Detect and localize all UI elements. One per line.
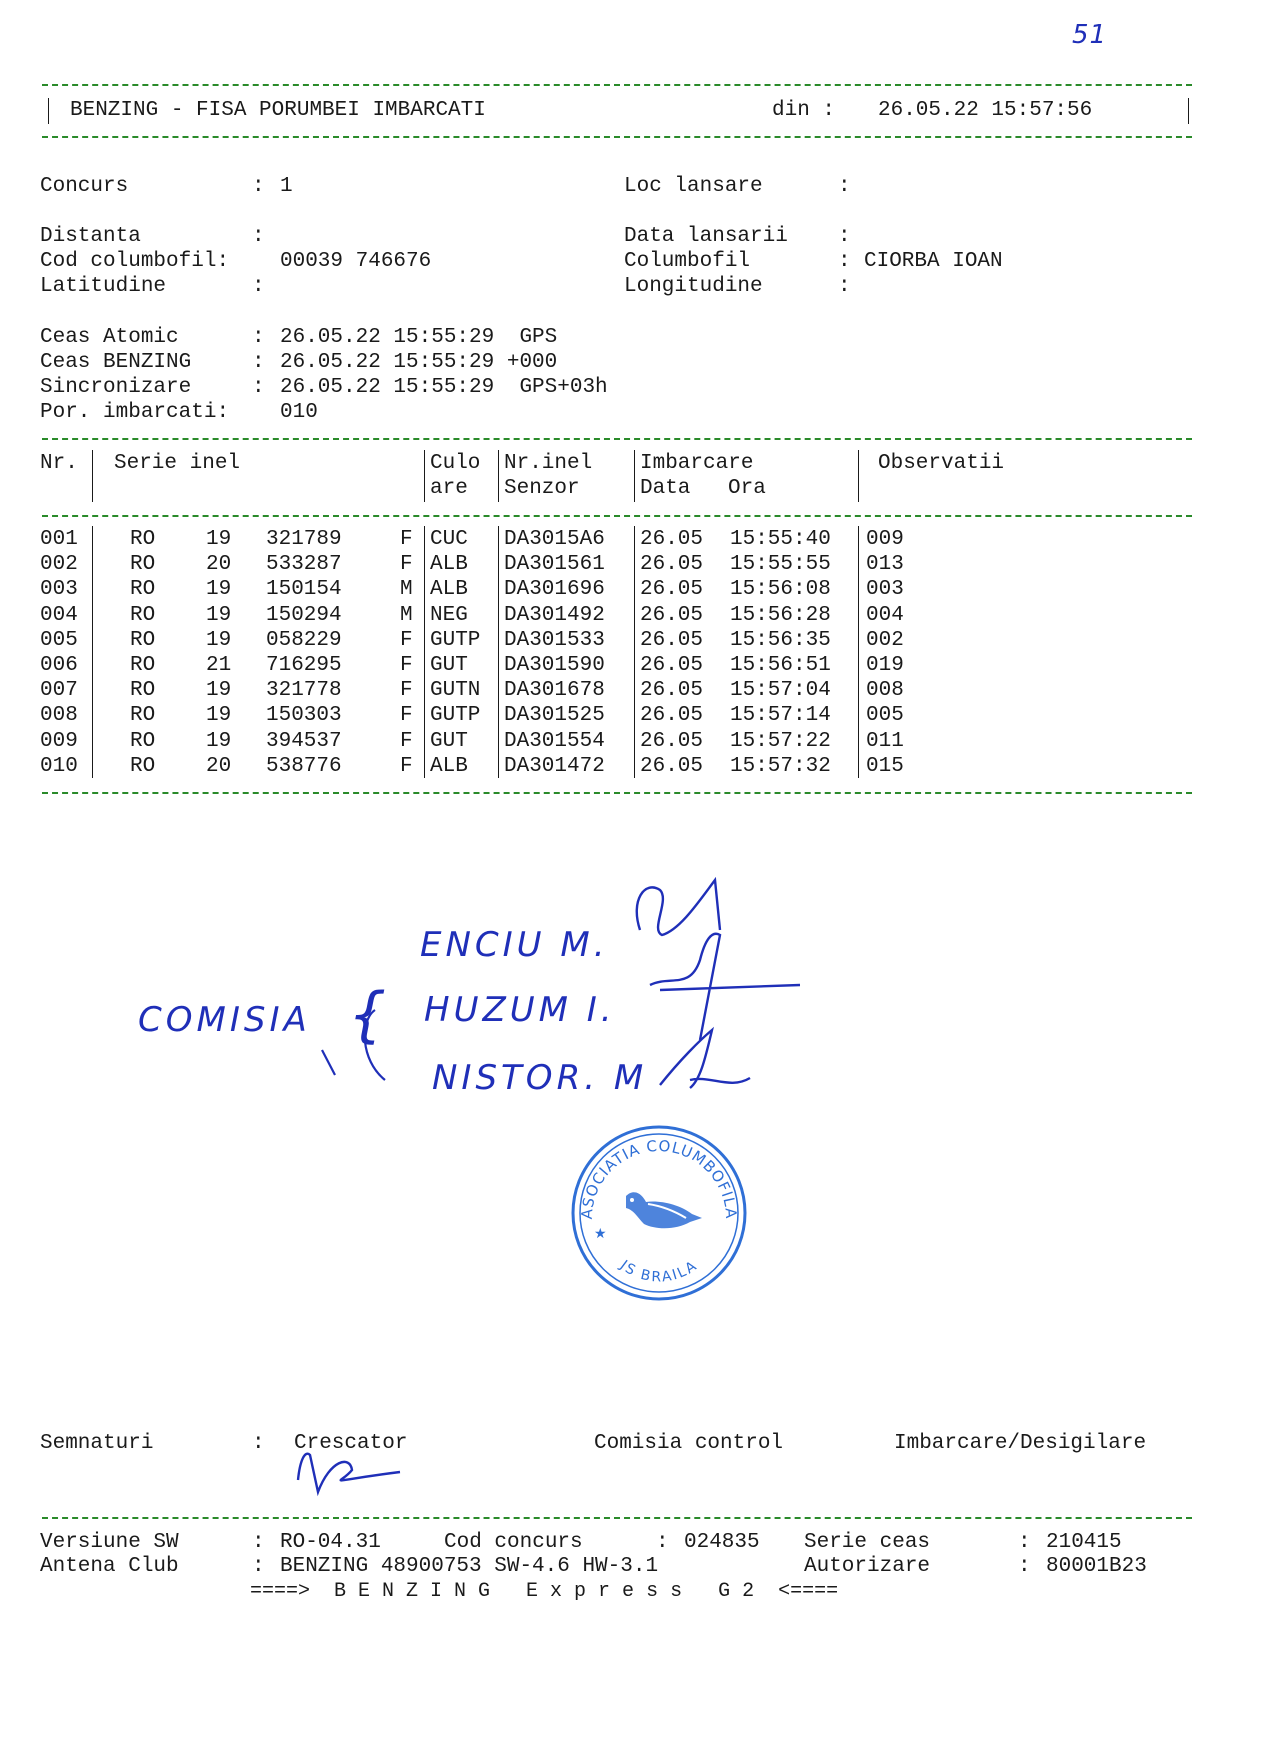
ceas-benzing-value: 26.05.22 15:55:29 +000 (280, 351, 558, 374)
cell-sex: F (400, 654, 413, 677)
cell-color: GUTP (430, 704, 481, 728)
cell-nr: 003 (40, 578, 78, 602)
imbarcare-desigilare-label: Imbarcare/Desigilare (894, 1432, 1147, 1455)
stamp-star-icon: ★ (594, 1226, 607, 1242)
cell-sensor: DA301678 (504, 679, 605, 703)
por-imbarcati-value: 010 (280, 401, 318, 424)
cell-sex: F (400, 553, 413, 577)
cell-obs: 011 (866, 729, 904, 753)
cell-ring: 538776 (266, 754, 342, 778)
header-datetime: 26.05.22 15:57:56 (878, 99, 1093, 122)
table-bottom-rule (42, 792, 1192, 794)
cell-country: RO (130, 603, 156, 627)
cell-country: RO (130, 628, 156, 652)
cell-ring: 716295 (266, 654, 342, 677)
svg-text:JS BRAILA (616, 1257, 701, 1286)
cell-sex: M (400, 603, 413, 627)
ceas-benzing-label: Ceas BENZING (40, 351, 192, 374)
cell-date: 26.05 (640, 679, 704, 703)
cell-country: RO (130, 754, 156, 778)
serie-ceas-label: Serie ceas (804, 1531, 931, 1554)
cell-ring: 058229 (266, 628, 342, 652)
cell-sex: F (400, 628, 413, 652)
handwritten-member-1: ENCIU M. (420, 925, 609, 965)
cell-color: CUC (430, 528, 468, 551)
ceas-atomic-colon: : (252, 326, 265, 349)
table-body (0, 0, 1276, 800)
distanta-label: Distanta (40, 225, 141, 248)
sincronizare-colon: : (252, 376, 265, 399)
cell-nr: 005 (40, 628, 78, 652)
cell-year: 19 (206, 628, 232, 652)
col-header-culoare-2: are (430, 477, 468, 500)
cell-time: 15:55:40 (730, 528, 831, 551)
cell-nr: 004 (40, 603, 78, 627)
cell-year: 19 (206, 729, 232, 753)
cell-color: ALB (430, 578, 468, 602)
cod-columbofil-label-text: Cod columbofil (40, 250, 217, 273)
cell-year: 19 (206, 528, 232, 551)
versiune-colon: : (252, 1531, 265, 1554)
ceas-atomic-label: Ceas Atomic (40, 326, 179, 349)
handwritten-member-3: NISTOR. M (432, 1058, 648, 1098)
latitudine-colon: : (252, 275, 265, 298)
por-imbarcati-label-text: Por. imbarcati (40, 401, 217, 424)
cell-date: 26.05 (640, 553, 704, 577)
body-sep-4 (634, 526, 635, 778)
col-header-nr: Nr. (40, 452, 78, 475)
cell-sensor: DA301533 (504, 628, 605, 652)
cell-date: 26.05 (640, 754, 704, 778)
cell-date: 26.05 (640, 654, 704, 677)
cell-color: GUTP (430, 628, 481, 652)
cell-obs: 004 (866, 603, 904, 627)
cell-country: RO (130, 654, 156, 677)
cell-country: RO (130, 528, 156, 551)
cell-year: 19 (206, 704, 232, 728)
cell-obs: 019 (866, 654, 904, 677)
concurs-label: Concurs (40, 175, 129, 198)
cell-color: GUTN (430, 679, 481, 703)
concurs-colon: : (252, 175, 265, 198)
cell-sex: F (400, 704, 413, 728)
cell-sensor: DA301525 (504, 704, 605, 728)
page-number-mark: 51 (1072, 20, 1108, 50)
versiune-label: Versiune SW (40, 1531, 179, 1554)
cell-obs: 008 (866, 679, 904, 703)
cell-sensor: DA3015A6 (504, 528, 605, 551)
cell-ring: 150154 (266, 578, 342, 602)
cell-date: 26.05 (640, 729, 704, 753)
columbofil-colon: : (838, 250, 851, 273)
cell-time: 15:57:22 (730, 729, 831, 753)
stamp-text-top: ASOCIATIA COLUMBOFILA (577, 1136, 741, 1220)
handwritten-brace: { (348, 980, 387, 1050)
cell-color: GUT (430, 729, 468, 753)
antena-value: BENZING 48900753 SW-4.6 HW-3.1 (280, 1555, 659, 1578)
antena-label: Antena Club (40, 1555, 179, 1578)
col-header-culoare-1: Culo (430, 452, 481, 475)
cell-color: ALB (430, 754, 468, 778)
cell-ring: 321789 (266, 528, 342, 551)
distanta-colon: : (252, 225, 265, 248)
cell-sensor: DA301561 (504, 553, 605, 577)
body-sep-1 (92, 526, 93, 778)
handwritten-comisia: COMISIA (138, 1000, 311, 1040)
cell-nr: 001 (40, 528, 78, 551)
data-lansarii-colon: : (838, 225, 851, 248)
cell-ring: 150294 (266, 603, 342, 627)
cell-time: 15:57:32 (730, 754, 831, 778)
cell-nr: 009 (40, 729, 78, 753)
serie-ceas-colon: : (1018, 1531, 1031, 1554)
latitudine-label: Latitudine (40, 275, 167, 298)
autorizare-value: 80001B23 (1046, 1555, 1147, 1578)
cell-nr: 007 (40, 679, 78, 703)
cell-obs: 009 (866, 528, 904, 551)
cell-ring: 150303 (266, 704, 342, 728)
cell-obs: 002 (866, 628, 904, 652)
cell-year: 19 (206, 679, 232, 703)
col-header-nrinel-1: Nr.inel (504, 452, 593, 475)
cell-obs: 015 (866, 754, 904, 778)
cell-color: GUT (430, 654, 468, 677)
cell-country: RO (130, 553, 156, 577)
col-header-data: Data (640, 477, 691, 500)
cod-columbofil-label: Cod columbofil: (40, 250, 230, 273)
autorizare-label: Autorizare (804, 1555, 931, 1578)
footer-top-rule (42, 1517, 1192, 1519)
cell-year: 20 (206, 553, 232, 577)
cell-nr: 010 (40, 754, 78, 778)
cell-country: RO (130, 679, 156, 703)
body-sep-2 (424, 526, 425, 778)
stamp-text-bottom: JS BRAILA (616, 1257, 701, 1286)
cell-country: RO (130, 704, 156, 728)
sincronizare-label: Sincronizare (40, 376, 192, 399)
por-imbarcati-label: Por. imbarcati: (40, 401, 230, 424)
cell-sex: F (400, 528, 413, 551)
ceas-atomic-value: 26.05.22 15:55:29 GPS (280, 326, 558, 349)
cell-time: 15:56:28 (730, 603, 831, 627)
cell-date: 26.05 (640, 628, 704, 652)
col-header-nrinel-2: Senzor (504, 477, 580, 500)
cell-time: 15:56:51 (730, 654, 831, 677)
cell-year: 20 (206, 754, 232, 778)
cell-ring: 394537 (266, 729, 342, 753)
cell-obs: 013 (866, 553, 904, 577)
antena-colon: : (252, 1555, 265, 1578)
cell-country: RO (130, 729, 156, 753)
cell-date: 26.05 (640, 704, 704, 728)
cell-sensor: DA301696 (504, 578, 605, 602)
cell-sex: F (400, 754, 413, 778)
cell-sensor: DA301590 (504, 654, 605, 677)
col-header-imbarcare: Imbarcare (640, 452, 754, 475)
cell-color: NEG (430, 603, 468, 627)
brand-line: ====> B E N Z I N G E x p r e s s G 2 <==== (250, 1580, 839, 1603)
header-din-label: din : (772, 99, 836, 122)
cell-year: 19 (206, 578, 232, 602)
cell-date: 26.05 (640, 528, 704, 551)
serie-ceas-value: 210415 (1046, 1531, 1122, 1554)
document-title: BENZING - FISA PORUMBEI IMBARCATI (70, 99, 486, 122)
cell-time: 15:56:08 (730, 578, 831, 602)
longitudine-colon: : (838, 275, 851, 298)
cod-concurs-label: Cod concurs (444, 1531, 583, 1554)
longitudine-label: Longitudine (624, 275, 763, 298)
concurs-value: 1 (280, 175, 293, 198)
cell-year: 21 (206, 654, 232, 677)
cell-date: 26.05 (640, 603, 704, 627)
cod-concurs-colon: : (656, 1531, 669, 1554)
cell-color: ALB (430, 553, 468, 577)
cell-time: 15:56:35 (730, 628, 831, 652)
columbofil-value: CIORBA IOAN (864, 250, 1003, 273)
cell-ring: 533287 (266, 553, 342, 577)
cell-time: 15:57:14 (730, 704, 831, 728)
body-sep-3 (498, 526, 499, 778)
cell-sensor: DA301472 (504, 754, 605, 778)
association-stamp (564, 1118, 754, 1308)
cell-sensor: DA301492 (504, 603, 605, 627)
versiune-value: RO-04.31 (280, 1531, 381, 1554)
cell-year: 19 (206, 603, 232, 627)
cell-nr: 008 (40, 704, 78, 728)
cell-country: RO (130, 578, 156, 602)
cod-concurs-value: 024835 (684, 1531, 760, 1554)
col-header-observatii: Observatii (878, 452, 1005, 475)
cell-obs: 003 (866, 578, 904, 602)
cell-sensor: DA301554 (504, 729, 605, 753)
semnaturi-colon: : (252, 1432, 265, 1455)
cell-ring: 321778 (266, 679, 342, 703)
cell-sex: F (400, 679, 413, 703)
cell-sex: F (400, 729, 413, 753)
cell-sex: M (400, 578, 413, 602)
handwritten-member-2: HUZUM I. (424, 990, 616, 1030)
columbofil-label: Columbofil (624, 250, 751, 273)
data-lansarii-label: Data lansarii (624, 225, 788, 248)
pigeon-icon (626, 1192, 702, 1228)
semnaturi-label: Semnaturi (40, 1432, 154, 1455)
loc-lansare-label: Loc lansare (624, 175, 763, 198)
loc-lansare-colon: : (838, 175, 851, 198)
cell-time: 15:57:04 (730, 679, 831, 703)
col-header-ora: Ora (728, 477, 766, 500)
cell-nr: 006 (40, 654, 78, 677)
body-sep-5 (858, 526, 859, 778)
cell-date: 26.05 (640, 578, 704, 602)
ceas-benzing-colon: : (252, 351, 265, 374)
comisia-control-label: Comisia control (594, 1432, 784, 1455)
cell-nr: 002 (40, 553, 78, 577)
sincronizare-value: 26.05.22 15:55:29 GPS+03h (280, 376, 608, 399)
crescator-label: Crescator (294, 1432, 408, 1455)
cell-obs: 005 (866, 704, 904, 728)
autorizare-colon: : (1018, 1555, 1031, 1578)
cod-columbofil-value: 00039 746676 (280, 250, 432, 273)
col-header-serie: Serie inel (114, 452, 241, 475)
cell-time: 15:55:55 (730, 553, 831, 577)
